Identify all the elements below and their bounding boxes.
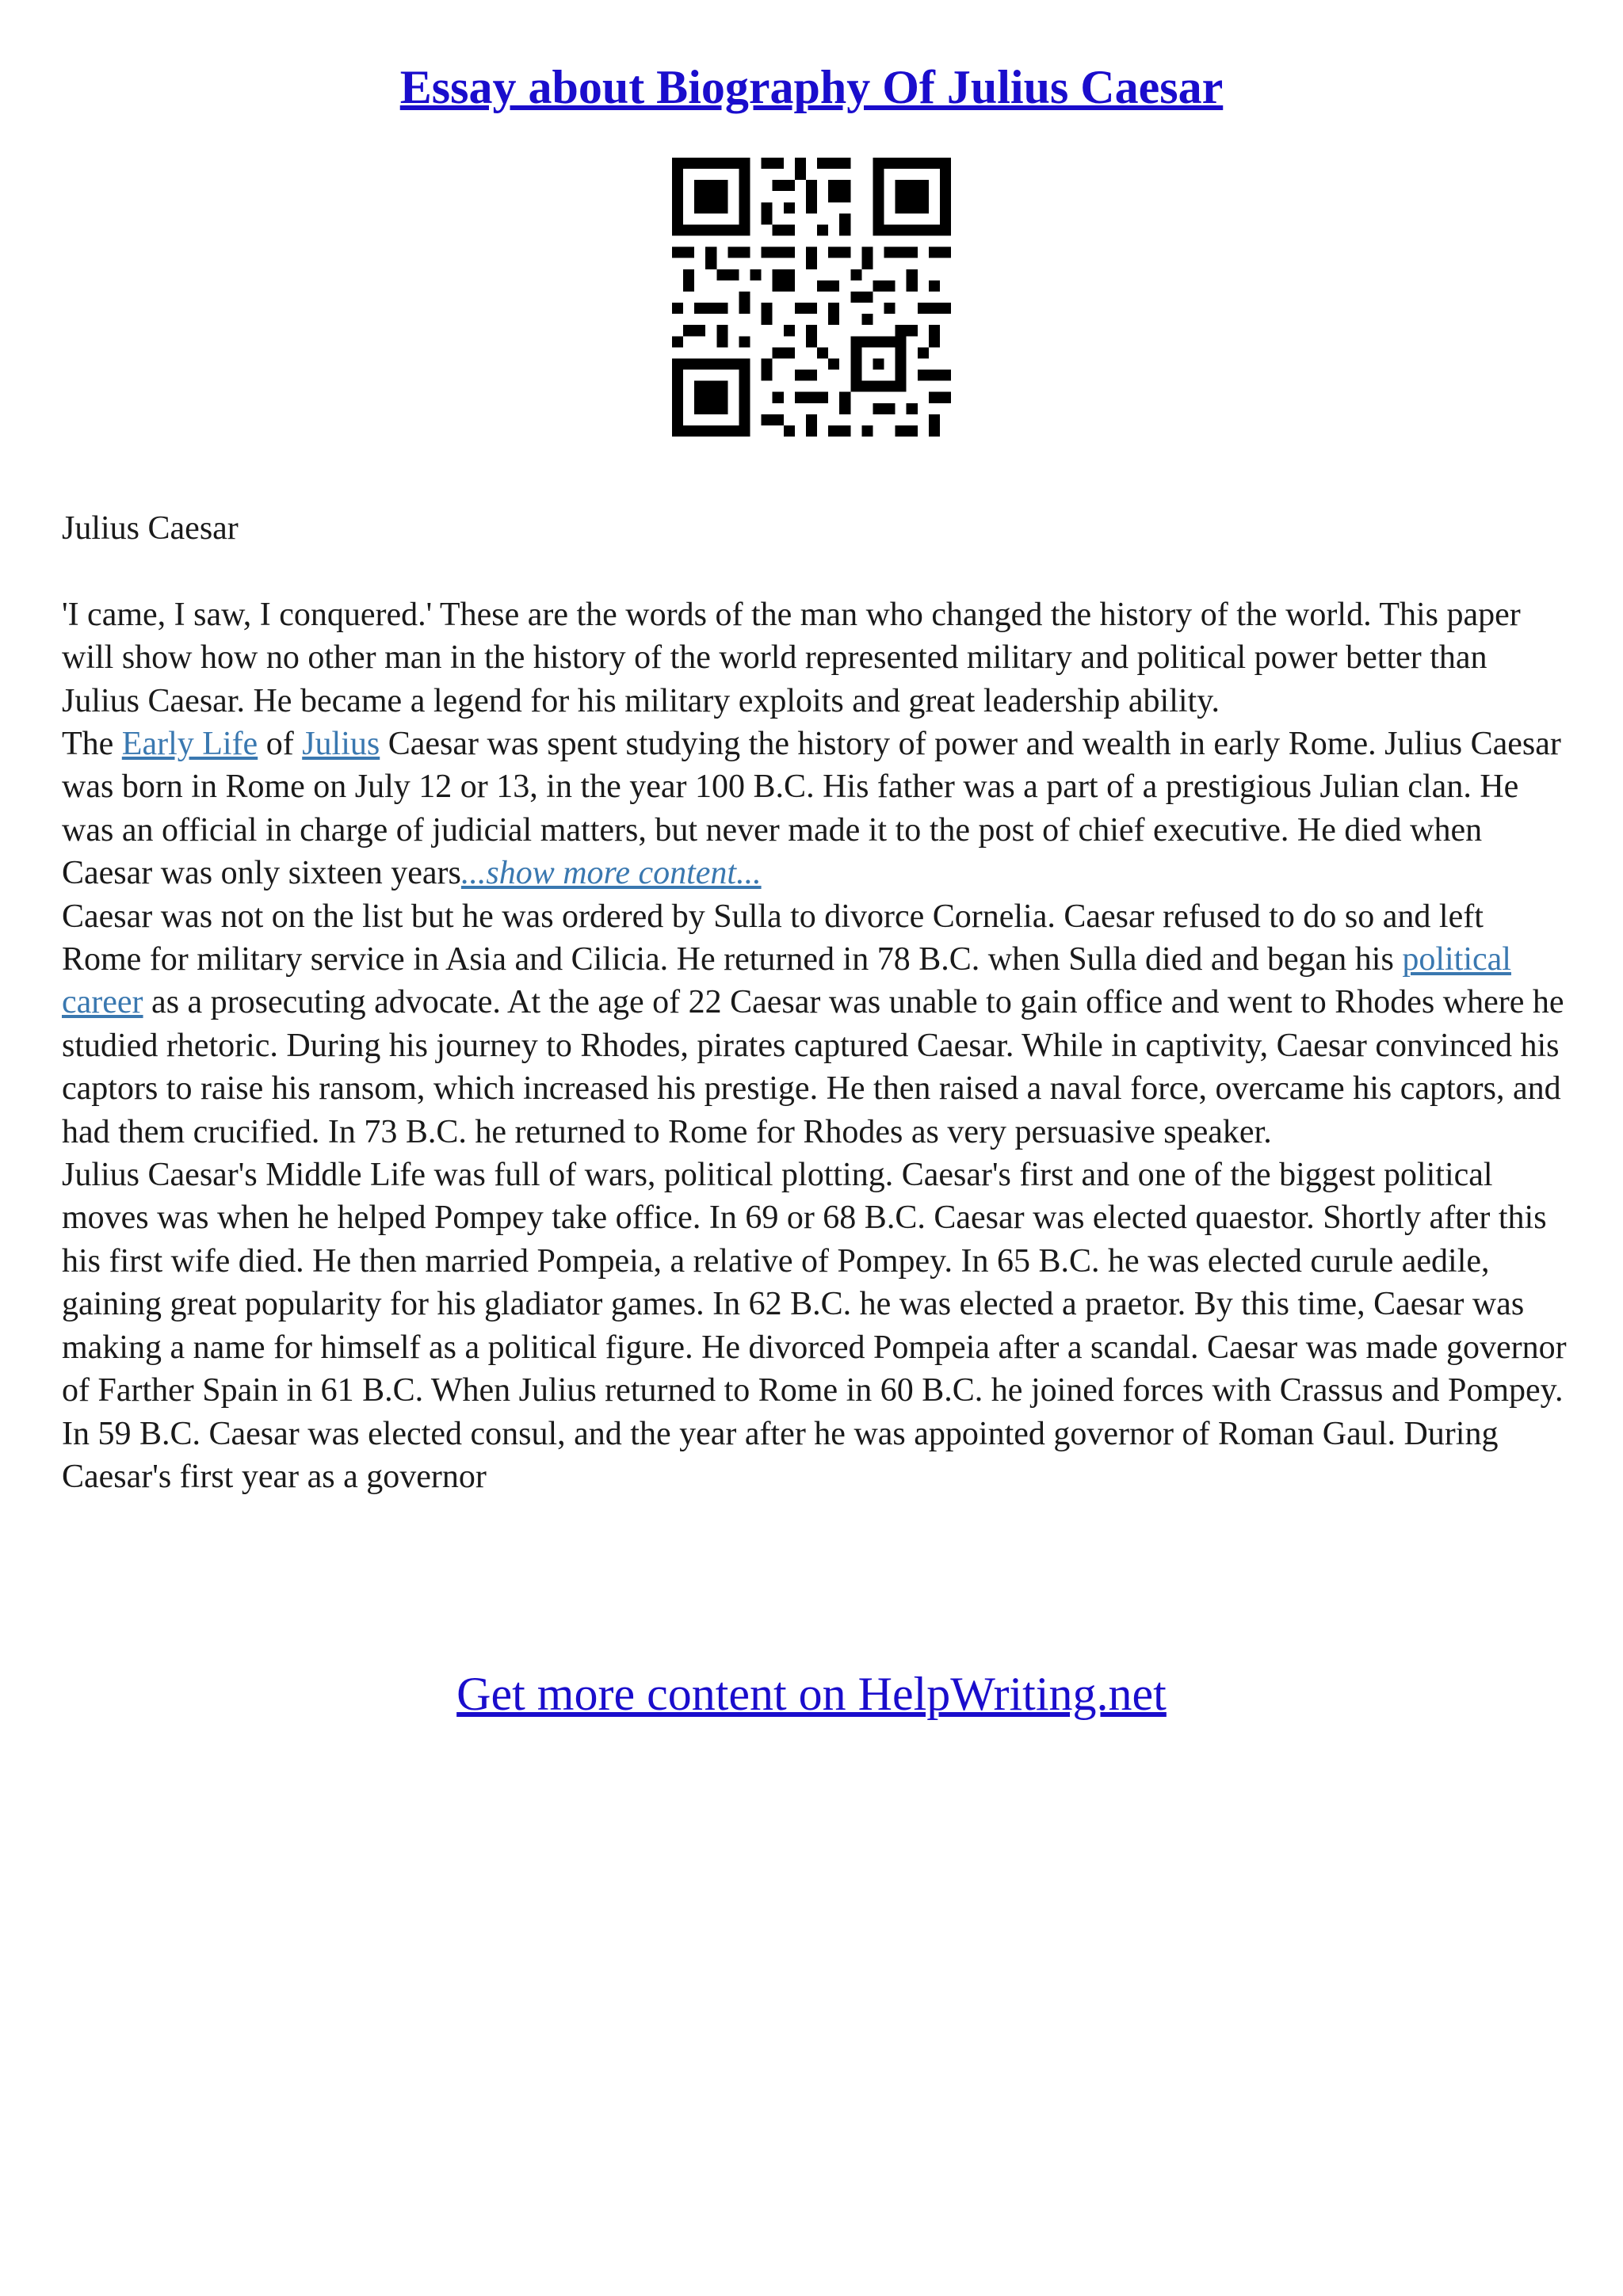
julius-link[interactable]: Julius (302, 726, 380, 763)
paragraph-text: as a prosecuting advocate. At the age of 22 Caesar was unable to gain office and went to Rhodes where he studied rhetoric. During his journey to Rhodes, pirates captured Caesar. While in captivity, Caesar convinced his captors to raise his ransom, which increased his prestige. He then raised a naval force, overcame his captors, and had them crucified. In 73 B.C. he returned to Rome for Rhodes as very persuasive speaker. (62, 984, 1564, 1150)
paragraph-intro: 'I came, I saw, I conquered.' These are the words of the man who changed the history of the world. This paper will show how no other man in the history of the world represented military and political power better than Julius Caesar. He became a legend for his military exploits and great leadership ability. (62, 596, 1521, 719)
paragraph-text: of (258, 726, 303, 763)
political-career-link[interactable]: political career (62, 941, 1511, 1021)
document-title-link[interactable]: Essay about Biography Of Julius Caesar (399, 61, 1224, 113)
essay-heading: Julius Caesar (62, 510, 239, 547)
early-life-link[interactable]: Early Life (121, 726, 258, 763)
show-more-content-link[interactable]: ...show more content... (460, 855, 762, 892)
paragraph-text: The (62, 726, 122, 763)
get-more-content-link[interactable]: Get more content on HelpWriting.net (456, 1668, 1167, 1720)
paragraph-early-life (62, 723, 1568, 895)
essay-body (62, 507, 1568, 1498)
paragraph-text: Caesar was spent studying the history of power and wealth in early Rome. Julius Caesar was born in Rome on July 12 or 13, in the year 100 B.C. His father was a part of a prestigious Julian clan. He was an official in charge of judicial matters, but never made it to the post of chief executive. He died when Caesar was only sixteen years (62, 726, 1561, 892)
paragraph-text: Caesar was not on the list but he was ordered by Sulla to divorce Cornelia. Caesar refused to do so and left Rome for military service in Asia and Cilicia. He returned in 78 B.C. when Sulla died and began his (62, 898, 1484, 978)
paragraph-career (62, 895, 1568, 1154)
paragraph-middle-life: Julius Caesar's Middle Life was full of wars, political plotting. Caesar's first and one of the biggest political moves was when he helped Pompey take office. In 69 or 68 B.C. Caesar was elected quaestor. Shortly after this his first wife died. He then married Pompeia, a relative of Pompey. In 65 B.C. he was elected curule aedile, gaining great popularity for his gladiator games. In 62 B.C. he was elected a praetor. By this time, Caesar was making a name for himself as a political figure. He divorced Pompeia after a scandal. Caesar was made governor of Farther Spain in 61 B.C. When Julius returned to Rome in 60 B.C. he joined forces with Crassus and Pompey. In 59 B.C. Caesar was elected consul, and the year after he was appointed governor of Roman Gaul. During Caesar's first year as a governor (62, 1157, 1567, 1495)
qr-code-icon (672, 158, 951, 437)
